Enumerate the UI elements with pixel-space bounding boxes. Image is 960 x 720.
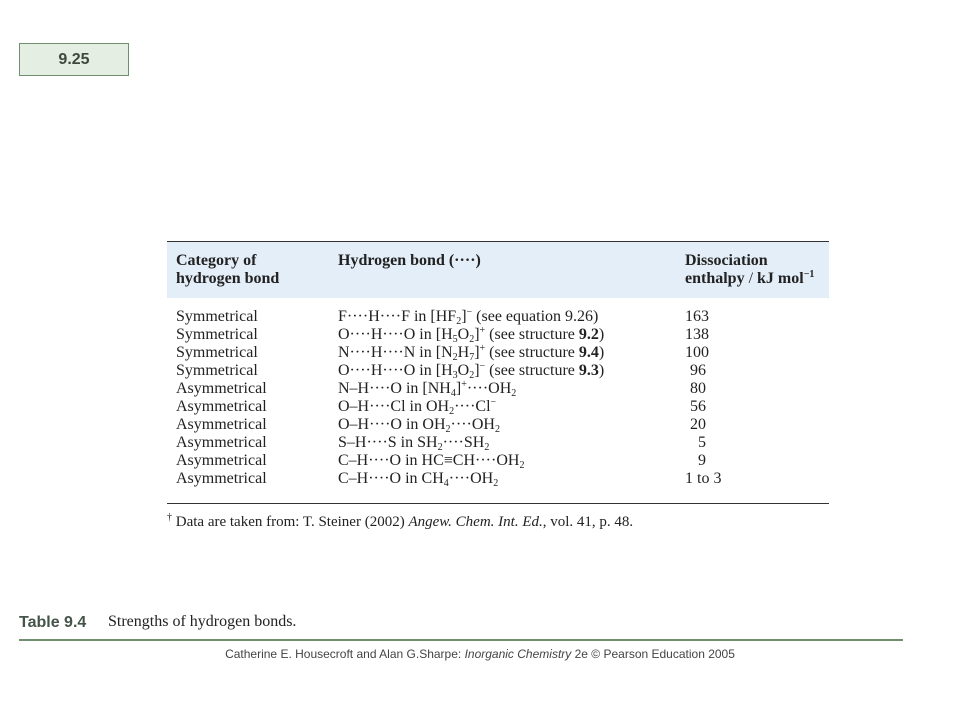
table-row: [167, 380, 829, 398]
row-bond: [338, 326, 604, 344]
credit-title: Inorganic Chemistry: [464, 647, 572, 661]
bond-part: 2: [469, 334, 475, 345]
table-row: [167, 362, 829, 380]
bond-part: 9.2: [578, 326, 599, 343]
bond-part: O: [457, 326, 470, 343]
bond-part: ]: [474, 344, 480, 361]
bond-part: −: [490, 397, 497, 408]
table-row: [167, 470, 829, 488]
footnote-mark: †: [167, 512, 172, 523]
bond-part: ): [598, 326, 605, 343]
row-bond: [338, 416, 500, 434]
bond-part: 9.4: [578, 344, 599, 361]
row-value: 138: [685, 326, 709, 343]
bond-part: +: [479, 325, 486, 336]
bond-part: C–H····O in HC≡CH····OH: [338, 452, 520, 469]
bond-part: ): [598, 362, 605, 379]
bond-part: 2: [452, 352, 458, 363]
bond-part: (see equation 9.26): [472, 308, 599, 325]
bond-part: H: [457, 344, 470, 361]
footnote-journal: Angew. Chem. Int. Ed.: [408, 514, 543, 530]
bond-part: 2: [494, 424, 500, 435]
bond-part: S–H····S in SH: [338, 434, 438, 451]
row-value: 80: [690, 380, 706, 397]
bond-part: (see structure: [485, 326, 579, 343]
bond-part: ]: [474, 362, 480, 379]
bond-part: (see structure: [485, 344, 579, 361]
header-category-line2: hydrogen bond: [176, 270, 280, 287]
bond-part: 2: [469, 370, 475, 381]
row-category: Asymmetrical: [176, 398, 267, 415]
header-category: [176, 252, 326, 288]
table-row: [167, 308, 829, 326]
credit-prefix: Catherine E. Housecroft and Alan G.Sharpe:: [225, 647, 465, 661]
bond-part: 2: [493, 478, 499, 489]
bond-part: 9.3: [578, 362, 599, 379]
bond-part: ····OH: [448, 470, 494, 487]
credit-suffix: 2e © Pearson Education 2005: [571, 647, 735, 661]
table-body: [167, 298, 829, 504]
bond-part: N–H····O in [NH: [338, 380, 451, 397]
row-value: 9: [698, 452, 706, 469]
credit-line: [0, 647, 960, 661]
bond-part: 5: [452, 334, 458, 345]
row-bond: [338, 398, 496, 416]
bond-part: 4: [450, 388, 456, 399]
header-diss-slash: /: [744, 270, 758, 287]
row-bond: [338, 434, 489, 452]
bond-part: O–H····Cl in OH: [338, 398, 450, 415]
bond-part: ]: [455, 380, 462, 397]
table-row: [167, 416, 829, 434]
row-bond: [338, 362, 604, 380]
row-category: Symmetrical: [176, 308, 258, 325]
row-value: 163: [685, 308, 709, 325]
bond-part: 2: [511, 388, 517, 399]
row-bond: [338, 470, 498, 488]
row-bond: [338, 380, 516, 398]
bond-part: ····OH: [466, 380, 512, 397]
row-category: Asymmetrical: [176, 380, 267, 397]
row-value: 20: [690, 416, 706, 433]
bond-part: −: [466, 307, 473, 318]
bond-part: 7: [469, 352, 475, 363]
bond-part: O–H····O in OH: [338, 416, 446, 433]
bond-part: 2: [437, 442, 443, 453]
footnote-rest: , vol. 41, p. 48.: [542, 514, 634, 530]
row-bond: [338, 344, 604, 362]
row-category: Symmetrical: [176, 344, 258, 361]
footnote-text: Data are taken from: T. Steiner (2002): [172, 514, 409, 530]
row-value: 1 to 3: [685, 470, 722, 487]
bond-part: +: [461, 379, 467, 390]
caption-divider: [19, 639, 903, 641]
bond-part: 3: [452, 370, 458, 381]
bond-part: ]: [461, 308, 467, 325]
bond-part: 2: [484, 442, 490, 453]
row-category: Symmetrical: [176, 326, 258, 343]
header-diss-line1: Dissociation: [685, 252, 768, 269]
bond-part: 4: [443, 478, 449, 489]
slide-number-badge: 9.25: [19, 43, 129, 76]
bond-part: 2: [519, 460, 525, 471]
bond-part: N····H····N in [N: [338, 344, 453, 361]
header-diss-word: enthalpy: [685, 270, 745, 287]
bond-part: ): [598, 344, 605, 361]
bond-part: F····H····F in [HF: [338, 308, 457, 325]
table-row: [167, 344, 829, 362]
bond-part: (see structure: [485, 362, 579, 379]
row-category: Asymmetrical: [176, 416, 267, 433]
row-value: 5: [698, 434, 706, 451]
caption-label: Table 9.4: [19, 614, 87, 631]
table-row: [167, 452, 829, 470]
row-bond: [338, 308, 598, 326]
caption-text: Strengths of hydrogen bonds.: [108, 613, 297, 630]
table-row: [167, 326, 829, 344]
row-value: 96: [690, 362, 706, 379]
bond-part: O····H····O in [H: [338, 362, 453, 379]
row-category: Symmetrical: [176, 362, 258, 379]
bond-part: 2: [456, 316, 462, 327]
bond-part: 2: [445, 424, 451, 435]
bond-part: ····SH: [442, 434, 485, 451]
bond-part: O····H····O in [H: [338, 326, 453, 343]
row-value: 56: [690, 398, 706, 415]
row-category: Asymmetrical: [176, 452, 267, 469]
header-dissociation: [685, 252, 814, 288]
header-category-line1: Category of: [176, 252, 257, 269]
table-row: [167, 434, 829, 452]
bond-part: O: [457, 362, 470, 379]
table-header: [167, 241, 829, 298]
bond-part: ····OH: [450, 416, 495, 433]
header-bond: Hydrogen bond (····): [338, 252, 481, 269]
bond-part: 2: [449, 406, 455, 417]
table-row: [167, 398, 829, 416]
table-footnote: [167, 514, 633, 531]
header-diss-unit: kJ mol: [757, 270, 804, 287]
row-category: Asymmetrical: [176, 434, 267, 451]
header-diss-line2: [685, 270, 814, 288]
bond-part: ]: [474, 326, 480, 343]
bond-part: +: [479, 343, 486, 354]
hydrogen-bond-table: [167, 241, 829, 504]
header-diss-sup: −1: [803, 269, 815, 280]
row-bond: [338, 452, 524, 470]
bond-part: −: [479, 361, 486, 372]
bond-part: C–H····O in CH: [338, 470, 444, 487]
bond-part: ····Cl: [454, 398, 491, 415]
row-category: Asymmetrical: [176, 470, 267, 487]
row-value: 100: [685, 344, 709, 361]
